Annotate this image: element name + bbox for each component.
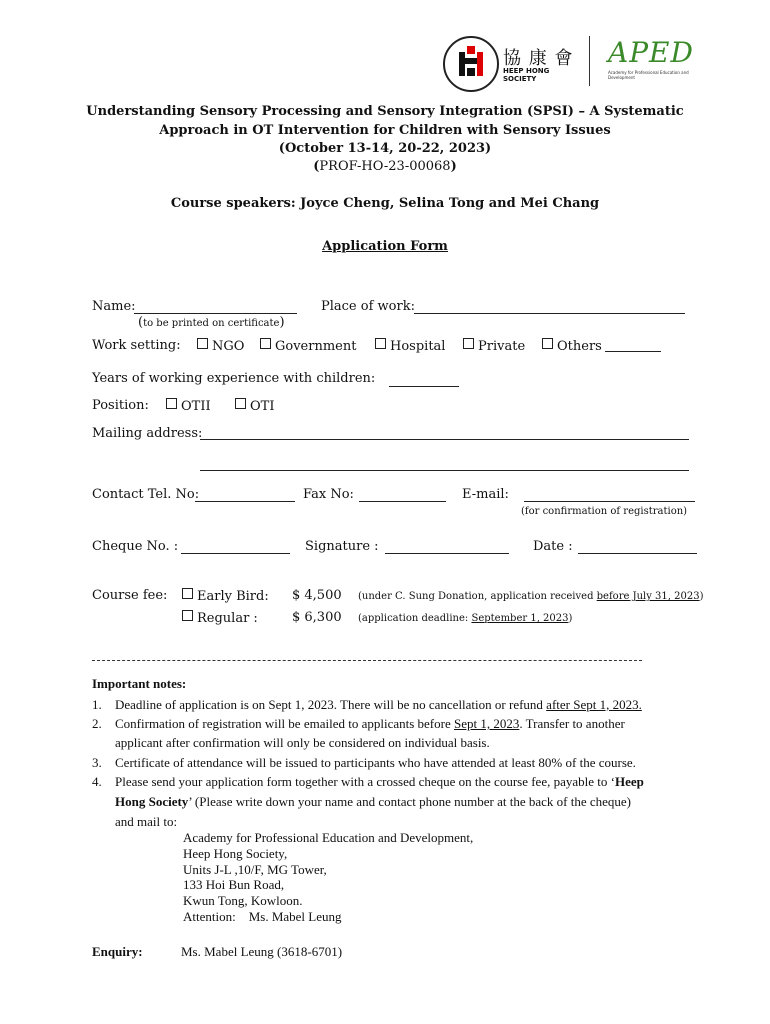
work-setting-label: Work setting: [92, 338, 181, 353]
mailing-address-field-1[interactable] [200, 439, 689, 440]
name-label: Name: [92, 299, 136, 314]
name-note-open: ( [138, 315, 144, 330]
note-4-number: 4. [92, 774, 102, 789]
contact-tel-label: Contact Tel. No: [92, 487, 200, 502]
checkbox[interactable] [375, 338, 386, 349]
option-label: Hospital [390, 339, 446, 354]
name-note-text: to be printed on certificate [143, 318, 280, 329]
course-speakers: Course speakers: Joyce Cheng, Selina Tong and Mei Chang [170, 196, 600, 211]
cheque-no-field[interactable] [181, 553, 290, 554]
fax-field[interactable] [359, 501, 446, 502]
checkbox[interactable] [260, 338, 271, 349]
contact-tel-field[interactable] [195, 501, 295, 502]
checkbox[interactable] [166, 398, 177, 409]
email-note: (for confirmation of registration) [521, 506, 688, 517]
checkbox[interactable] [197, 338, 208, 349]
note-3: Certificate of attendance will be issued to participants who have attended at least 80% of the course. [115, 755, 636, 770]
regular-amount: $ 6,300 [292, 610, 342, 625]
regular-note [358, 613, 572, 624]
position-otii[interactable] [166, 398, 211, 414]
signature-field[interactable] [385, 553, 509, 554]
checkbox[interactable] [542, 338, 553, 349]
regular-note-deadline: September 1, 2023 [471, 613, 569, 624]
note-4-payee-a: Heep [614, 774, 644, 789]
heep-hong-seal-icon [443, 36, 499, 92]
fee-early-bird-option[interactable] [182, 588, 269, 604]
work-setting-hospital[interactable] [375, 338, 445, 354]
heep-hong-chinese-name: 協 康 會 [503, 48, 574, 69]
note-4-text-b: ’ (Please write down your name and contact phone number at the back of the cheque) [188, 794, 631, 809]
position-label: Position: [92, 398, 149, 413]
early-note-text: (under C. Sung Donation, application received [358, 591, 597, 602]
note-2-text-b: . Transfer to another [519, 716, 625, 731]
mailing-address-label: Mailing address: [92, 426, 203, 441]
aped-tagline: Academy for Professional Education and Development [608, 70, 689, 80]
years-experience-field[interactable] [389, 386, 459, 387]
place-of-work-field[interactable] [414, 313, 685, 314]
signature-label: Signature : [305, 539, 379, 554]
address-line: Attention: Ms. Mabel Leung [183, 908, 342, 924]
option-label: Government [275, 339, 357, 354]
important-notes-heading: Important notes: [92, 676, 187, 691]
checkbox[interactable] [235, 398, 246, 409]
course-code-close: ) [450, 159, 457, 174]
early-bird-note [358, 591, 704, 602]
position-oti[interactable] [235, 398, 274, 414]
note-4-line2 [115, 794, 631, 810]
note-4-line3: and mail to: [115, 814, 178, 829]
option-label: OTII [181, 399, 211, 414]
course-title-line2: Approach in OT Intervention for Children with Sensory Issues [159, 123, 611, 138]
fee-regular-option[interactable] [182, 610, 258, 626]
note-2-deadline: Sept 1, 2023 [453, 716, 520, 731]
note-2-text-a: Confirmation of registration will be emailed to applicants before [115, 716, 454, 731]
years-experience-label: Years of working experience with children: [92, 371, 376, 386]
place-of-work-label: Place of work: [321, 299, 415, 314]
note-2-line2: applicant after confirmation will only be considered on individual basis. [115, 735, 490, 750]
note-4-text-a: Please send your application form together with a crossed cheque on the course fee, payable to ‘ [115, 774, 615, 789]
heep-hong-english-name: HEEP HONG SOCIETY [503, 67, 550, 83]
note-2 [115, 716, 625, 732]
note-1-text: Deadline of application is on Sept 1, 2023. There will be no cancellation or refund [115, 697, 547, 712]
enquiry-contact: Ms. Mabel Leung (3618-6701) [181, 944, 343, 959]
course-title-line1: Understanding Sensory Processing and Sensory Integration (SPSI) – A Systematic [86, 104, 684, 119]
note-2-number: 2. [92, 716, 102, 731]
mailing-address-field-2[interactable] [200, 470, 689, 471]
checkbox[interactable] [182, 588, 193, 599]
option-label: Regular : [197, 611, 258, 626]
enquiry-label: Enquiry: [92, 944, 143, 959]
note-1-deadline: after Sept 1, 2023. [546, 697, 642, 712]
note-3-number: 3. [92, 755, 102, 770]
name-note-close: ) [279, 315, 285, 330]
mailing-address-block [183, 830, 473, 925]
section-divider [92, 660, 642, 661]
logo-divider [589, 36, 590, 86]
date-label: Date : [533, 539, 573, 554]
course-code-open: ( [313, 159, 320, 174]
name-note [138, 315, 285, 330]
option-label: NGO [212, 339, 245, 354]
form-heading: Application Form [322, 239, 448, 254]
regular-note-text: (application deadline: [358, 613, 472, 624]
address-line: 133 Hoi Bun Road, [183, 877, 285, 893]
regular-note-close: ) [568, 613, 573, 624]
address-line: Kwun Tong, Kowloon. [183, 893, 303, 909]
cheque-no-label: Cheque No. : [92, 539, 179, 554]
note-1-number: 1. [92, 697, 102, 712]
course-code-value: PROF-HO-23-00068 [319, 159, 451, 174]
work-setting-others[interactable] [542, 338, 602, 354]
address-line: Units J-L ,10/F, MG Tower, [183, 861, 327, 877]
work-setting-private[interactable] [463, 338, 525, 354]
work-setting-government[interactable] [260, 338, 356, 354]
course-dates: (October 13-14, 20-22, 2023) [278, 141, 492, 156]
date-field[interactable] [578, 553, 697, 554]
early-bird-amount: $ 4,500 [292, 588, 342, 603]
early-note-deadline: before July 31, 2023 [596, 591, 700, 602]
option-label: OTI [250, 399, 275, 414]
checkbox[interactable] [182, 610, 193, 621]
checkbox[interactable] [463, 338, 474, 349]
option-label: Early Bird: [197, 589, 269, 604]
note-1 [115, 697, 642, 713]
name-field[interactable] [134, 313, 297, 314]
course-code [0, 159, 770, 174]
heep-hong-logo [440, 32, 580, 94]
course-fee-label: Course fee: [92, 588, 168, 603]
address-line: Heep Hong Society, [183, 845, 288, 861]
email-field[interactable] [524, 501, 695, 502]
option-label: Private [478, 339, 526, 354]
work-setting-ngo[interactable] [197, 338, 244, 354]
note-4-payee-b: Hong Society [115, 794, 189, 809]
note-4 [115, 774, 644, 790]
option-label: Others [557, 339, 602, 354]
aped-wordmark: APED [608, 36, 694, 69]
fax-label: Fax No: [303, 487, 354, 502]
email-label: E-mail: [462, 487, 509, 502]
early-note-close: ) [699, 591, 704, 602]
aped-logo [604, 34, 704, 89]
address-line: Academy for Professional Education and Development, [183, 830, 474, 845]
others-field[interactable] [605, 351, 661, 352]
